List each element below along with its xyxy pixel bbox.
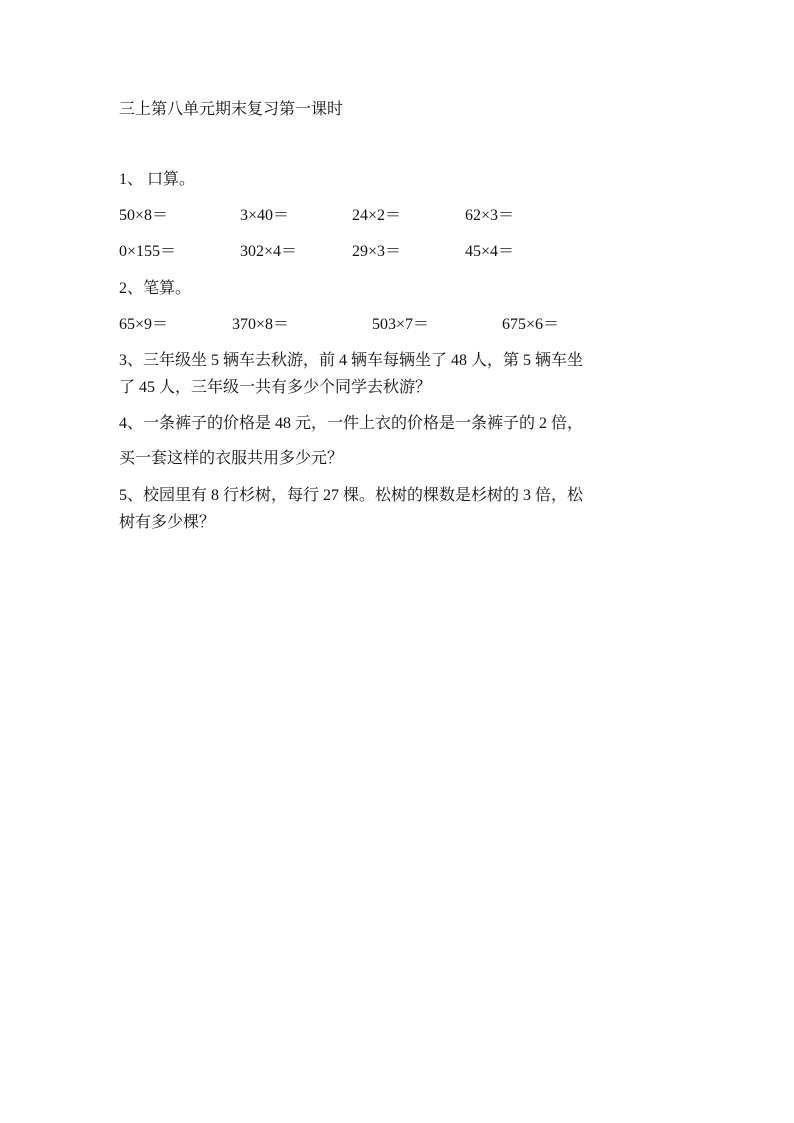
worksheet-title: 三上第八单元期末复习第一课时 <box>119 101 344 118</box>
mental-math-item-6: 302×4＝ <box>240 243 298 260</box>
problem-4-line-2: 买一套这样的衣服共用多少元？ <box>119 450 344 467</box>
problem-4-line-1: 4、一条裤子的价格是 48 元，一件上衣的价格是一条裤子的 2 倍， <box>119 415 584 432</box>
written-calc-item-4: 675×6＝ <box>502 316 560 333</box>
section-2-heading: 2、笔算。 <box>119 280 192 297</box>
section-1-heading: 1、 口算。 <box>119 171 196 188</box>
mental-math-item-7: 29×3＝ <box>352 243 402 260</box>
written-calc-item-3: 503×7＝ <box>372 316 430 333</box>
problem-5-line-1: 5、校园里有 8 行杉树，每行 27 棵。松树的棵数是杉树的 3 倍，松 <box>119 487 584 504</box>
written-calc-item-2: 370×8＝ <box>232 316 290 333</box>
mental-math-item-3: 24×2＝ <box>352 207 402 224</box>
mental-math-item-4: 62×3＝ <box>465 207 515 224</box>
problem-5-line-2: 树有多少棵？ <box>119 514 216 531</box>
mental-math-item-2: 3×40＝ <box>240 207 290 224</box>
mental-math-item-1: 50×8＝ <box>119 207 169 224</box>
problem-3-line-1: 3、三年级坐 5 辆车去秋游，前 4 辆车每辆坐了 48 人，第 5 辆车坐 <box>119 352 584 369</box>
mental-math-item-8: 45×4＝ <box>465 243 515 260</box>
problem-3-line-2: 了 45 人，三年级一共有多少个同学去秋游？ <box>119 379 432 396</box>
mental-math-item-5: 0×155＝ <box>119 243 177 260</box>
written-calc-item-1: 65×9＝ <box>119 316 169 333</box>
